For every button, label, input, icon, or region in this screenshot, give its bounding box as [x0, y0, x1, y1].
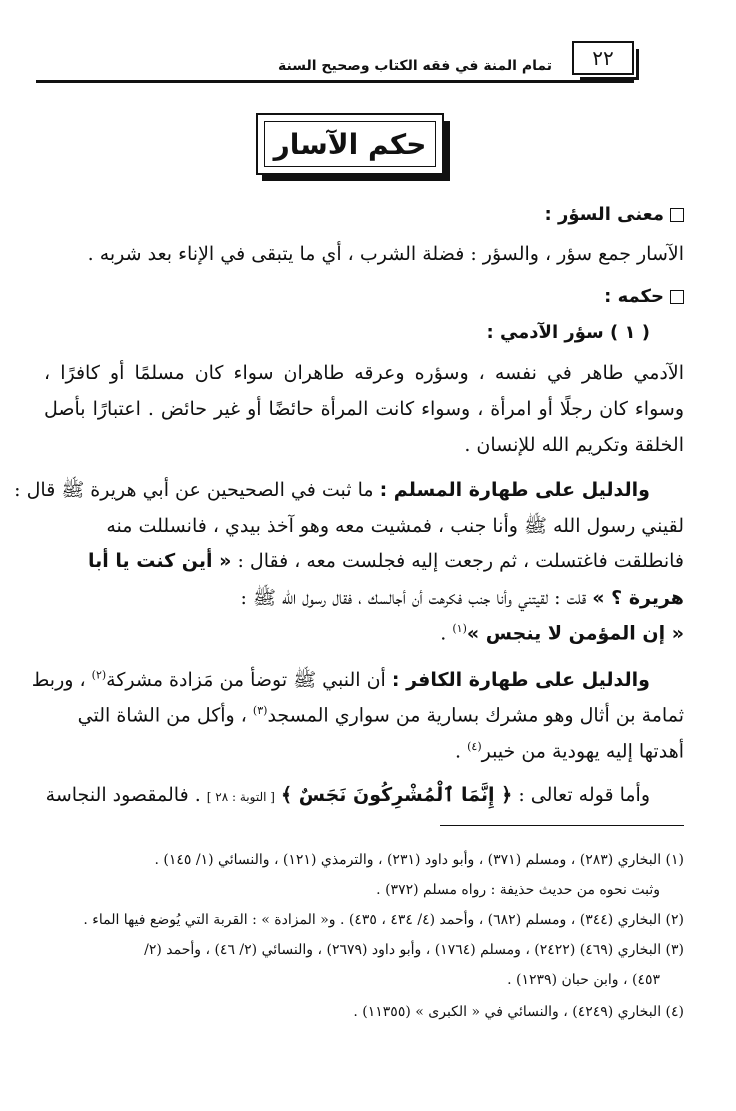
- quran-verse: ﴿ إِنَّمَا ٱلْمُشْرِكُونَ نَجَسٌ ﴾: [281, 784, 513, 806]
- footnote: (٤) البخاري (٤٢٤٩) ، والنسائي في « الكبرى » (١١٣٥٥) .: [353, 1004, 684, 1020]
- paragraph-line: [44, 586, 684, 614]
- paragraph-line: أهدتها إليه يهودية من خيبر$^{(٤)}$ .: [455, 740, 684, 763]
- header-divider: [36, 80, 634, 83]
- hadith-quote: هريرة ؟ »: [592, 587, 684, 609]
- verse-reference: [ التوبة : ٢٨ ]: [206, 790, 275, 804]
- hadith-quote: « أين كنت يا أبا: [87, 550, 232, 572]
- evidence-label: والدليل على طهارة المسلم :: [379, 479, 650, 501]
- running-header-title: تمام المنة في فقه الكتاب وصحيح السنة: [278, 58, 552, 74]
- chapter-box-shadow: [444, 121, 450, 181]
- paragraph-line: [44, 784, 684, 806]
- hadith-quote: « إن المؤمن لا ينجس »: [466, 622, 684, 645]
- footnote-ref: (٣): [252, 704, 268, 717]
- paragraph-line: [14, 478, 684, 506]
- footnote: (٢) البخاري (٣٤٤) ، ومسلم (٦٨٢) ، وأحمد (٤/ ٤٣٤ ، ٤٣٥) . و« المزادة » : القربة التي يُوضع فيها الماء .: [83, 912, 684, 928]
- verse-intro: وأما قوله تعالى :: [518, 784, 650, 806]
- chapter-title: حكم الآسار: [264, 121, 436, 167]
- footnote-ref: (٤): [467, 740, 482, 753]
- paragraph-line: « إن المؤمن لا ينجس »$^{(١)}$ .: [440, 622, 684, 645]
- evidence-text: ، وربط: [31, 669, 86, 691]
- narration-text: قلت : لقيتني وأنا جنب فكرهت أن أجالسك ، فقال رسول الله ﷺ :: [240, 587, 587, 609]
- paragraph-continuation: . فالمقصود النجاسة: [45, 784, 201, 806]
- section-heading-ruling: [44, 286, 684, 307]
- footnote: (١) البخاري (٢٨٣) ، ومسلم (٣٧١) ، وأبو داود (٢٣١) ، والترمذي (١٢١) ، والنسائي (١/ ١٤٥) .: [154, 852, 684, 868]
- meaning-text: الآسار جمع سؤر ، والسؤر : فضلة الشرب ، أي ما يتبقى في الإناء بعد شربه .: [87, 243, 684, 265]
- paragraph-line: [44, 704, 684, 726]
- narration-text: فانطلقت فاغتسلت ، ثم رجعت إليه فجلست معه ، فقال :: [237, 550, 684, 572]
- square-bullet-icon: [670, 208, 684, 222]
- footnote: ٤٥٣) ، وابن حبان (١٢٣٩) .: [507, 972, 660, 988]
- paragraph-line: الآدمي طاهر في نفسه ، وسؤره وعرقه طاهران سواء كان مسلمًا أو كافرًا ،: [44, 362, 684, 384]
- section-heading-text: معنى السؤر :: [544, 204, 664, 225]
- section-heading-meaning: [44, 204, 684, 225]
- footnote: وثبت نحوه من حديث حذيفة : رواه مسلم (٣٧٢) .: [376, 882, 660, 898]
- footnote-divider: [440, 825, 684, 826]
- paragraph-line: لقيني رسول الله ﷺ وأنا جنب ، فمشيت معه وهو آخذ بيدي ، فانسللت منه: [106, 515, 684, 537]
- subsection-heading-human: ( ١ ) سؤر الآدمي :: [486, 322, 650, 343]
- section-heading-text: حكمه :: [604, 286, 664, 307]
- square-bullet-icon: [670, 290, 684, 304]
- evidence-text: أن النبي ﷺ توضأ من مَزادة مشركة: [106, 669, 386, 691]
- evidence-label: والدليل على طهارة الكافر :: [391, 669, 650, 691]
- footnote: (٣) البخاري (٤٦٩) (٢٤٢٢) ، ومسلم (١٧٦٤) ، وأبو داود (٢٦٧٩) ، والنسائي (٢/ ٤٦) ، وأحمد (٢/: [144, 942, 684, 958]
- paragraph-line: [31, 668, 684, 696]
- evidence-text: أهدتها إليه يهودية من خيبر: [481, 740, 684, 763]
- paragraph-line: وسواء كان رجلًا أو امرأة ، وسواء كانت المرأة حائضًا أو غير حائض . اعتبارًا بأصل: [44, 398, 684, 420]
- evidence-text: ثمامة بن أثال وهو مشرك بسارية من سواري المسجد: [267, 704, 684, 727]
- paragraph-line: [44, 550, 684, 572]
- footnote-ref: (١): [452, 622, 467, 635]
- footnote-ref: (٢): [91, 668, 107, 682]
- evidence-text: ، وأكل من الشاة التي: [77, 704, 247, 727]
- evidence-text: ما ثبت في الصحيحين عن أبي هريرة ﷺ قال :: [14, 479, 374, 501]
- page-number: ٢٢: [572, 41, 634, 75]
- paragraph-line: الخلقة وتكريم الله للإنسان .: [464, 434, 684, 456]
- chapter-box-shadow: [262, 175, 450, 181]
